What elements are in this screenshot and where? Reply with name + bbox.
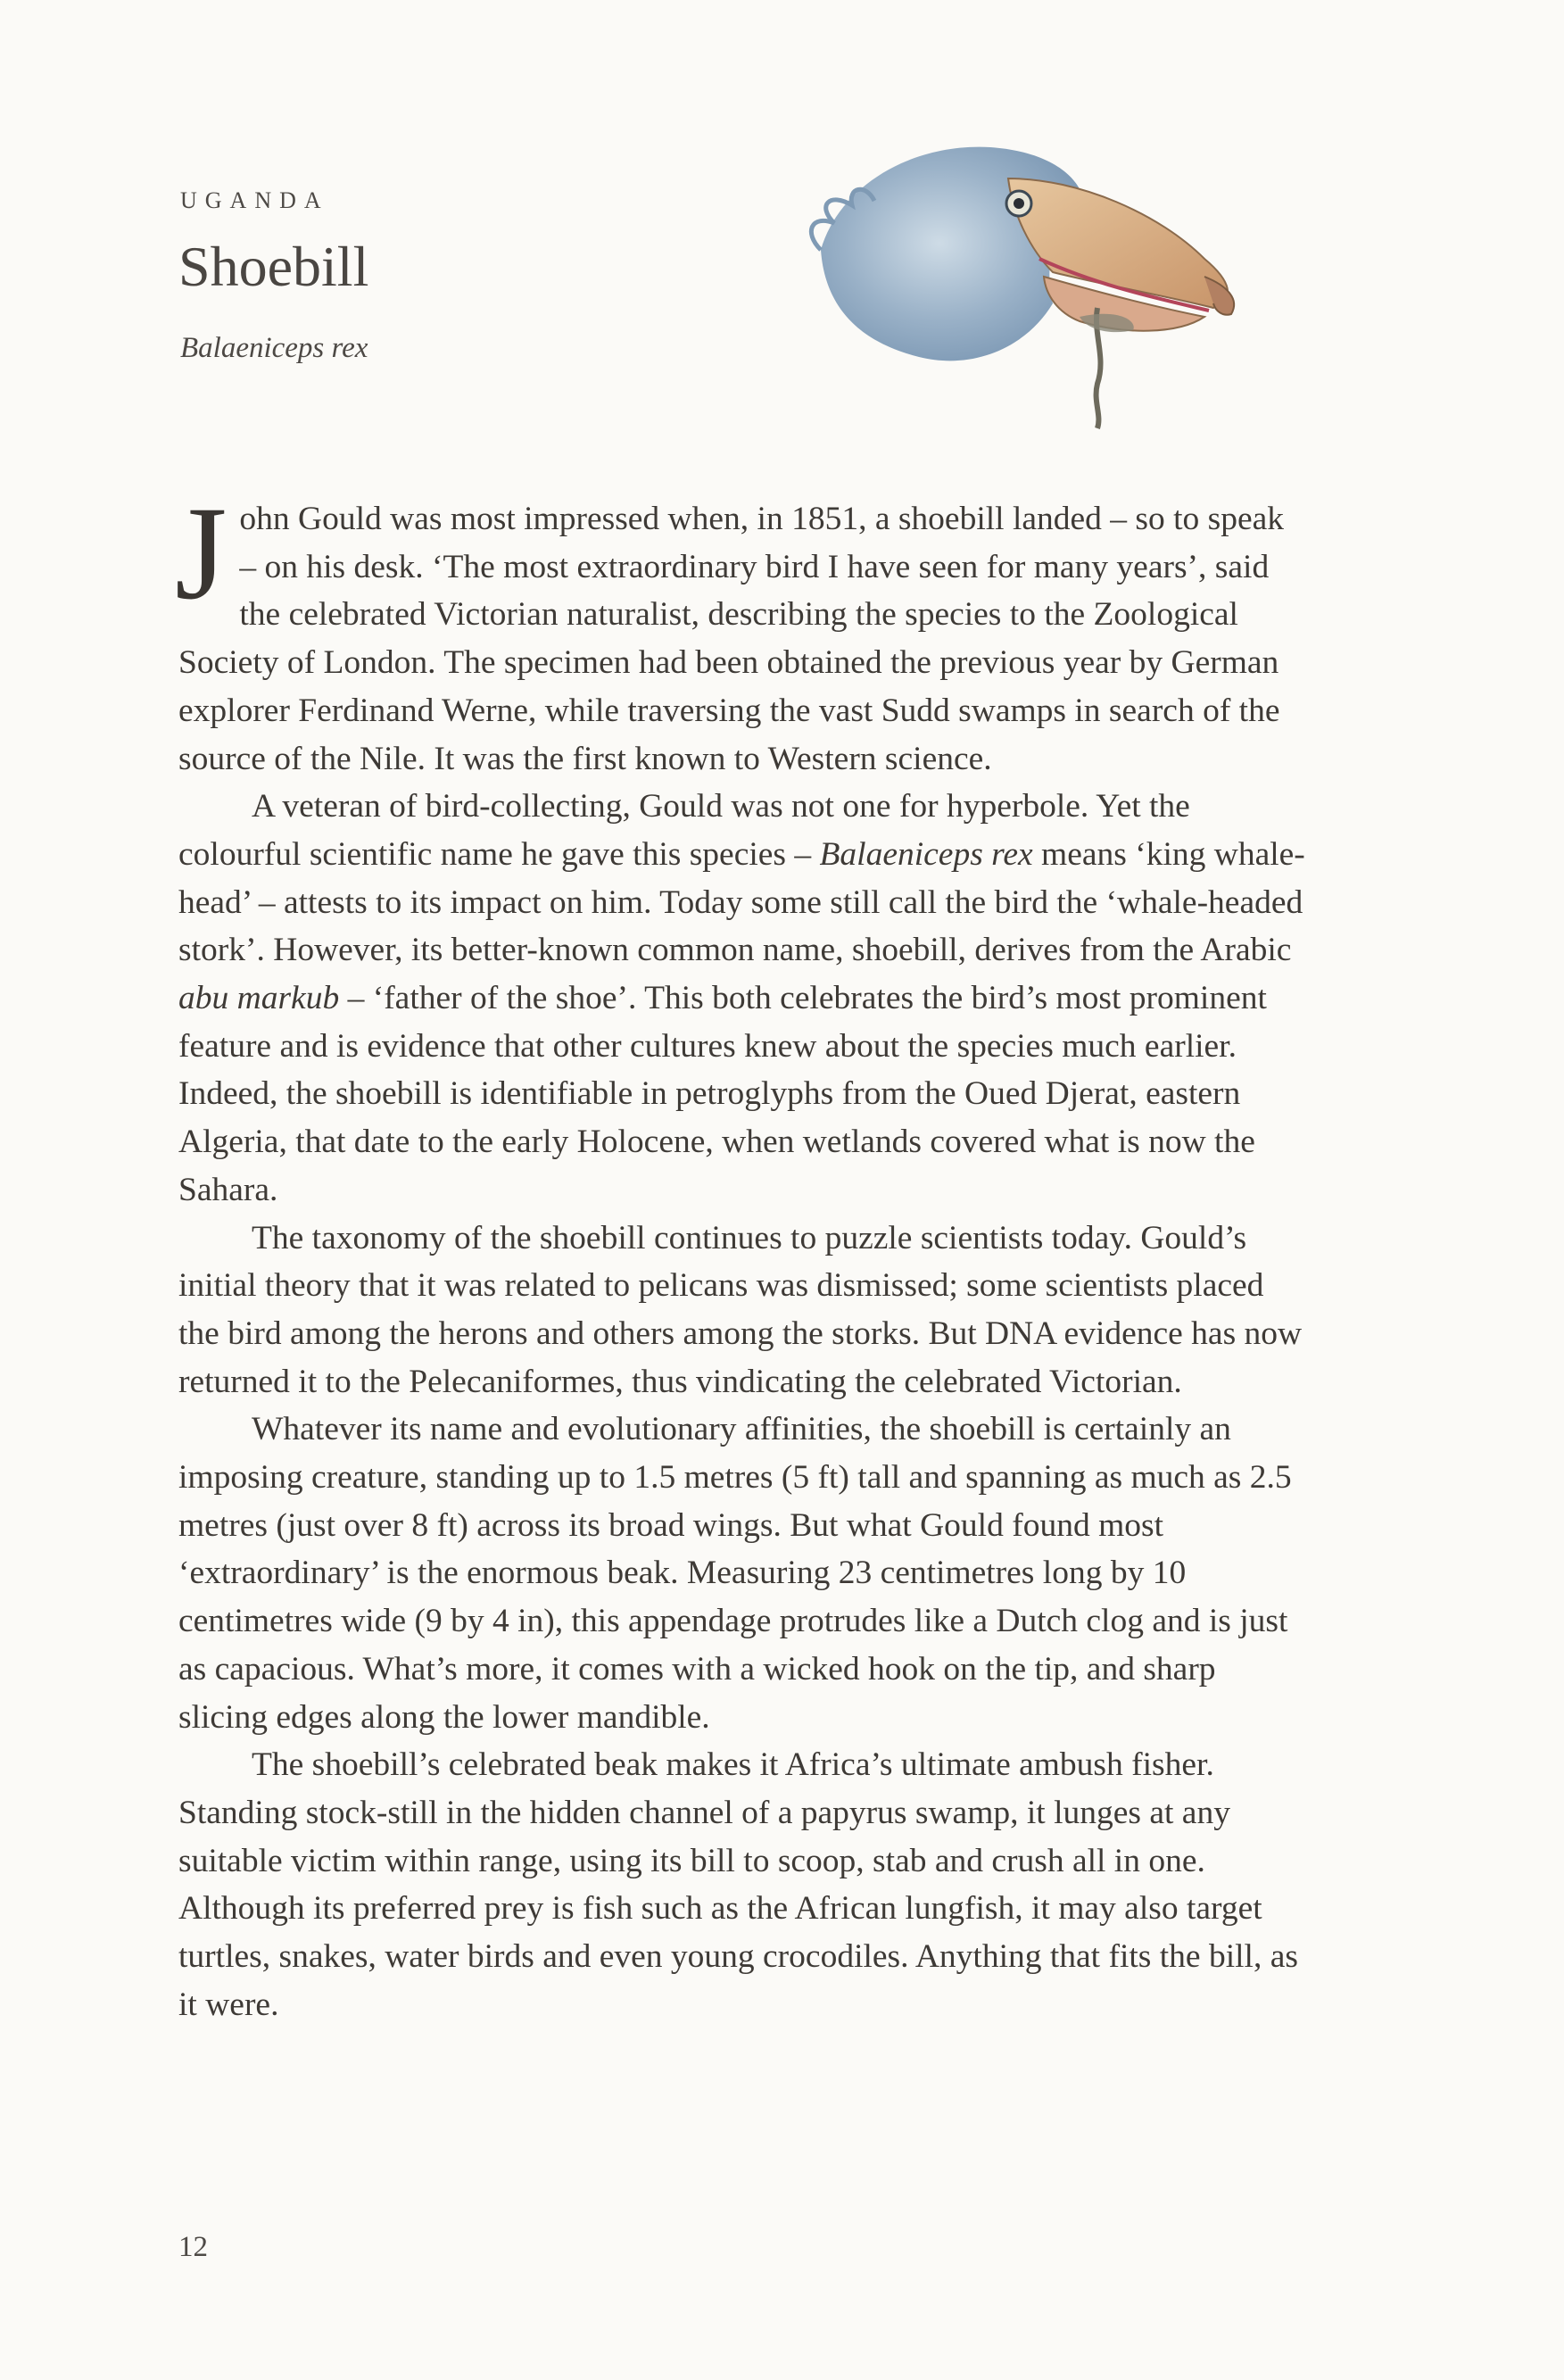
paragraph-2: A veteran of bird-collecting, Gould was not one for hyperbole. Yet the colourful scientific name he gave this species – Balaeniceps rex means ‘king whale-head’ – attests to its impact on him. Today some still call the bird the ‘whale-headed stork’. However, its better-known common name, shoebill, derives from the Arabic abu markub – ‘father of the shoe’. This both celebrates the bird’s most prominent feature and is evidence that other cultures knew about the species much earlier. Indeed, the shoebill is identifiable in petroglyphs from the Oued Djerat, eastern Algeria, that date to the early Holocene, when wetlands covered what is now the Sahara. [178, 788, 1305, 1208]
latin-name: Balaeniceps rex [180, 332, 368, 364]
paragraph-4: Whatever its name and evolutionary affinities, the shoebill is certainly an imposing creature, standing up to 1.5 metres (5 ft) tall and spanning as much as 2.5 metres (just over 8 ft) across its broad wings. But what Gould found most ‘extraordinary’ is the enormous beak. Measuring 23 centimetres long by 10 centimetres wide (9 by 4 in), this appendage protrudes like a Dutch clog and is just as capacious. What’s more, it comes with a wicked hook on the tip, and sharp slicing edges along the lower mandible. [178, 1411, 1292, 1736]
species-title: Shoebill [178, 235, 369, 298]
paragraph-3: The taxonomy of the shoebill continues to puzzle scientists today. Gould’s initial theory that it was related to pelicans was dismissed; some scientists placed the bird among the herons and others among the storks. But DNA evidence has now returned it to the Pelecaniformes, thus vindicating the celebrated Victorian. [178, 1219, 1303, 1400]
shoebill-head-illustration [785, 116, 1267, 437]
page-number: 12 [178, 2231, 208, 2263]
paragraph-5: The shoebill’s celebrated beak makes it Africa’s ultimate ambush fisher. Standing stock-still in the hidden channel of a papyrus swamp, it lunges at any suitable victim within range, using its bill to scoop, stab and crush all in one. Although its preferred prey is fish such as the African lungfish, it may also target turtles, snakes, water birds and even young crocodiles. Anything that fits the bill, as it were. [178, 1746, 1298, 2023]
paragraph-1: John Gould was most impressed when, in 1851, a shoebill landed – so to speak – on his desk. ‘The most extraordinary bird I have seen for many years’, said the celebrated Victorian naturalist, describing the species to the Zoological Society of London. The specimen had been obtained the previous year by German explorer Ferdinand Werne, while traversing the vast Sudd swamps in search of the source of the Nile. It was the first known to Western science. [175, 479, 1285, 777]
drop-cap: J [175, 479, 228, 627]
article-body [175, 479, 1307, 2029]
country-label: UGANDA [180, 187, 329, 213]
